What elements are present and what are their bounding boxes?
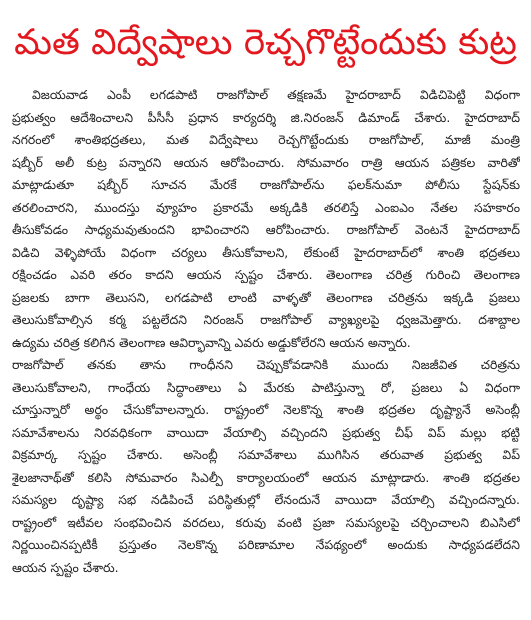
article-line: తెలుసుకోవాల్సిన కర్మ పట్టలేదని నిరంజన్ రాజగోపాల్ వ్యాఖ్యలపై ధ్వజమెత్తారు. దశాబ్దాల [12, 312, 520, 327]
article-line: విడిచి వెళ్ళిపోయే విధంగా చర్యలు తీసుకోవాలని, లేకుంటే హైదరాబాద్‌లో శాంతి భద్రతలు [12, 244, 520, 260]
headline: మత విద్వేషాలు రెచ్చగొట్టేందుకు కుట్ర [14, 22, 517, 63]
article-line: ప్రజలకు బాగా తెలుసని, లగడపాటి లాంటి వాళ్ళతో తెలంగాణ చరిత్రను ఇక్కడి ప్రజలు [12, 289, 520, 305]
article-line: నిర్ణయించినప్పటికీ ప్రస్తుతం నెలకొన్న పరిణామాల నేపథ్యంలో అందుకు సాధ్యపడలేదని [12, 537, 520, 552]
article-line: రక్షించడం ఎవరి తరం కాదని ఆయన స్పష్టం చేశారు. తెలంగాణ చరిత్ర గురించి తెలంగాణ [12, 267, 520, 282]
article-line: మాట్లాడుతూ షబ్బీర్ సూచన మేరకే రాజగోపాల్‌ను ఫలక్‌నుమా పోలీసు స్టేషన్‌కు [12, 177, 520, 192]
article-line: విజయవాడ ఎంపీ లగడపాటి రాజగోపాల్ తక్షణమే హైదరాబాద్ విడిచిపెట్టి విధంగా [32, 87, 520, 102]
article-line: తరలించారని, ముందస్తు వ్యూహం ప్రకారమే అక్కడికి తరలిస్తే ఎంఐఎం నేతల సహకారం [12, 199, 520, 215]
article-line: విక్రమార్క స్పష్టం చేశారు. అసెంబ్లీ సమావేశాలు ముగిసిన తరువాత ప్రభుత్వ విప్ [12, 447, 520, 462]
article-line: తీసుకోవడం సాధ్యమవుతుందని భావించారని ఆరోపించారు. రాజగోపాల్ వెంటనే హైదరాబాద్ [12, 222, 520, 237]
article-line: సమావేశాలను నిరవధికంగా వాయిదా వేయాల్సి వచ్చిందని ప్రభుత్వ చీఫ్ విప్ మల్లు భట్టి [12, 424, 520, 440]
article-line: నగరంలో శాంతిభద్రతలు, మత విద్వేషాలు రెచ్చగొట్టేందుకు రాజగోపాల్, మాజీ మంత్రి [12, 132, 520, 147]
article-line: ఆయన స్పష్టం చేశారు. [12, 559, 119, 575]
article-body [12, 84, 520, 614]
article-line: చూస్తున్నారో అర్థం చేసుకోవాలన్నారు. రాష్ట్రంలో నెలకొన్న శాంతి భద్రతల దృష్ట్యానే అసెంబ్లీ [12, 402, 520, 417]
article-line: శైలజానాథ్‌తో కలిసి సోమవారం సిఎల్పీ కార్యాలయంలో ఆయన మాట్లాడారు. శాంతి భద్రతల [12, 469, 520, 485]
article-line: ఉద్యమ చరిత్ర కలిగిన తెలంగాణ ఆవిర్భావాన్ని ఎవరు అడ్డుకోలేరని ఆయన అన్నారు. [12, 334, 411, 350]
article-line: ప్రభుత్వం ఆదేశించాలని పీసీసీ ప్రధాన కార్యదర్శి జి.నిరంజన్ డిమాండ్ చేశారు. హైదరాబాద్ [12, 109, 520, 125]
article-line: రాష్ట్రంలో ఇటీవల సంభవించిన వరదలు, కరువు వంటి ప్రజా సమస్యలపై చర్చించాలని బిఎసిలో [12, 514, 520, 530]
article-line: షబ్బీర్ అలీ కుట్ర పన్నారని ఆయన ఆరోపించారు. సోమవారం రాత్రి ఆయన పత్రికల వారితో [12, 154, 520, 170]
article-line: తెలుసుకోవాలని, గాంధేయ సిద్ధాంతాలు ఏ మేరకు పాటిస్తున్నా రో, ప్రజలు ఏ విధంగా [12, 379, 520, 395]
article-line: సమస్యల దృష్ట్యా సభ నడిపించే పరిస్థితుల్లో లేనందునే వాయిదా వేయాల్సి వచ్చిందన్నారు. [12, 492, 520, 507]
article-line: రాజగోపాల్ తనకు తాను గాంధీనని చెప్పుకోవడానికి ముందు నిజజీవిత చరిత్రను [12, 357, 520, 372]
